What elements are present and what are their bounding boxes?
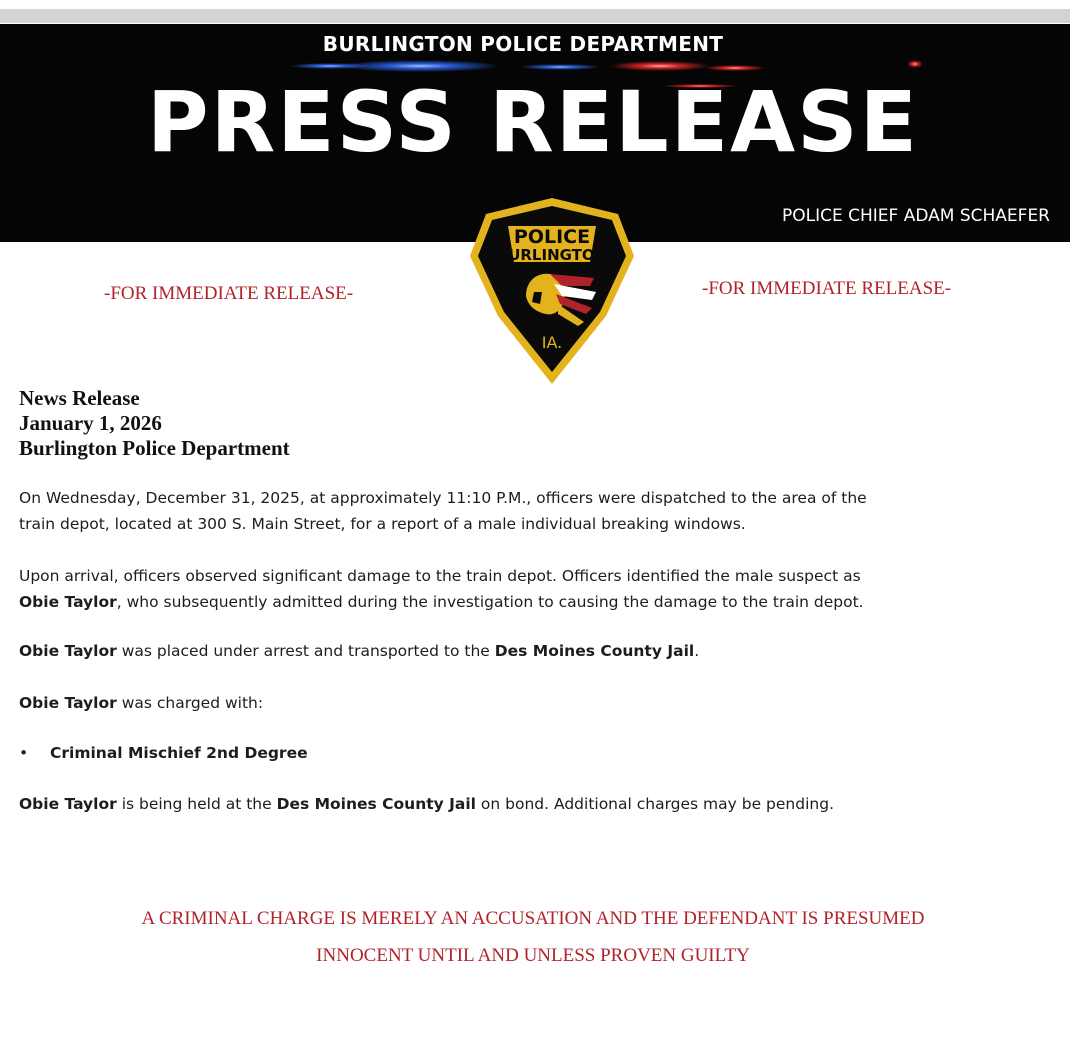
badge-police-text: POLICE — [513, 226, 591, 248]
press-release-title: PRESS RELEASE — [147, 73, 919, 171]
paragraph-charged — [19, 690, 1019, 716]
paragraph-arrival-line1: Upon arrival, officers observed significant damage to the train depot. Officers identified the male suspect as — [19, 567, 861, 585]
paragraph-incident-line2: train depot, located at 300 S. Main Street, for a report of a male individual breaking windows. — [19, 515, 746, 533]
paragraph-held — [19, 791, 1019, 817]
release-agency: Burlington Police Department — [19, 436, 290, 460]
paragraph-held-middle: is being held at the — [116, 795, 277, 813]
paragraph-arrival-line2-rest: , who subsequently admitted during the investigation to causing the damage to the train depot. — [116, 593, 864, 611]
suspect-name: Obie Taylor — [19, 593, 117, 611]
paragraph-held-end: on bond. Additional charges may be pending. — [476, 795, 834, 813]
top-gray-bar — [0, 9, 1070, 23]
suspect-name: Obie Taylor — [19, 694, 117, 712]
disclaimer-line1: A CRIMINAL CHARGE IS MERELY AN ACCUSATION AND THE DEFENDANT IS PRESUMED — [141, 908, 925, 929]
legal-disclaimer — [0, 900, 1066, 974]
badge-state-text: IA. — [541, 333, 563, 352]
paragraph-arrival — [19, 563, 1019, 615]
suspect-name: Obie Taylor — [19, 642, 117, 660]
release-date: January 1, 2026 — [19, 411, 162, 435]
suspect-name: Obie Taylor — [19, 795, 117, 813]
paragraph-incident — [19, 485, 1019, 537]
release-header — [19, 386, 290, 461]
charge-list-item — [19, 740, 1019, 766]
paragraph-arrest-end: . — [694, 642, 700, 660]
release-type: News Release — [19, 386, 140, 410]
department-name: BURLINGTON POLICE DEPARTMENT — [322, 32, 724, 56]
top-frame-strip — [0, 0, 1070, 24]
paragraph-arrest-middle: was placed under arrest and transported to the — [116, 642, 495, 660]
paragraph-arrest — [19, 638, 1019, 664]
badge-burlington-text: BURLINGTON — [496, 246, 608, 264]
bullet-icon: • — [19, 744, 29, 762]
paragraph-incident-line1: On Wednesday, December 31, 2025, at approximately 11:10 P.M., officers were dispatched to the area of the — [19, 489, 867, 507]
paragraph-arrival-line2 — [19, 589, 1019, 615]
paragraph-charged-rest: was charged with: — [116, 694, 264, 712]
immediate-release-right: -FOR IMMEDIATE RELEASE- — [702, 278, 952, 299]
jail-name: Des Moines County Jail — [494, 642, 695, 660]
police-chief-name: POLICE CHIEF ADAM SCHAEFER — [782, 206, 1050, 226]
jail-name: Des Moines County Jail — [276, 795, 476, 813]
disclaimer-line2: INNOCENT UNTIL AND UNLESS PROVEN GUILTY — [316, 945, 750, 966]
immediate-release-left: -FOR IMMEDIATE RELEASE- — [104, 283, 354, 304]
police-badge-icon — [466, 196, 638, 388]
charge-name: Criminal Mischief 2nd Degree — [50, 744, 308, 762]
